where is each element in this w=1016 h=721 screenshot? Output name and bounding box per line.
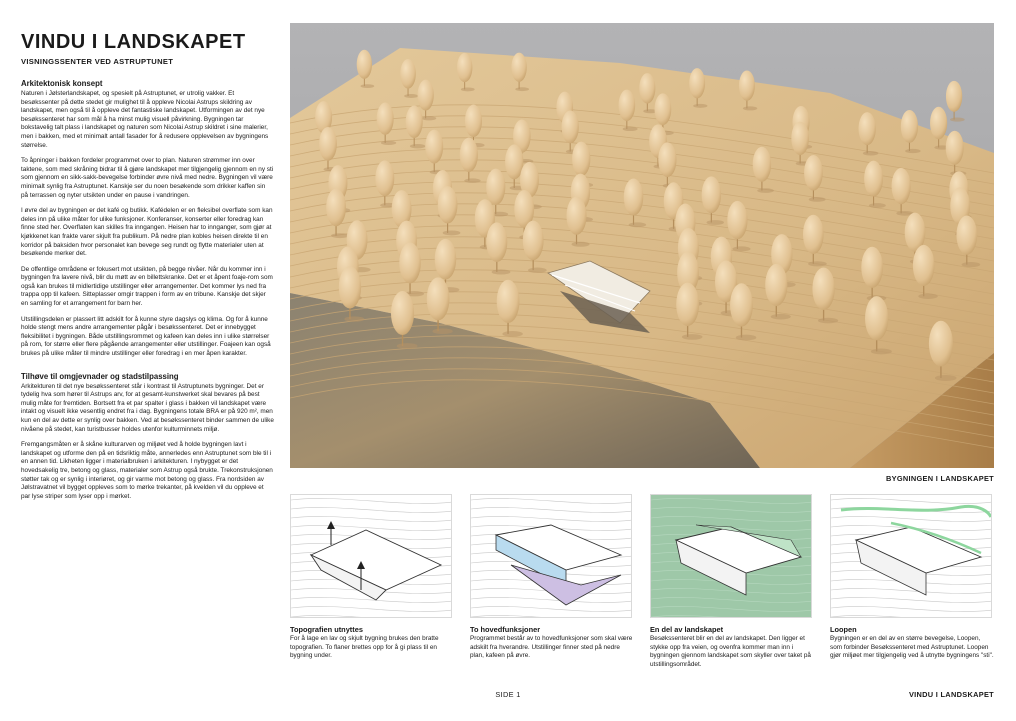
footer-brand: VINDU I LANDSKAPET (908, 690, 994, 699)
page-title: VINDU I LANDSKAPET (21, 31, 246, 53)
diagram-topography-image (291, 495, 452, 618)
diagram-loop-image (831, 495, 992, 618)
page-number: SIDE 1 (495, 690, 521, 699)
diagram-text-functions (470, 625, 634, 661)
diagram-description: Bygningen er en del av en større bevegelse, Loopen, som forbinder Besøkssenteret med Astruptunet. Loopen gjør miljøet mer tilgjengelig ved å utnytte bygningens "sti". (830, 635, 994, 660)
diagram-title: To hovedfunksjoner (470, 625, 541, 634)
landscape-model-render (290, 23, 994, 468)
paragraph: To åpninger i bakken fordeler programmet over to plan. Naturen strømmer inn over taktene, som med skråning bidrar til å gjøre landskapet mer tilgjengelig gjennom en ny sti som gjennom en sikk-sakk-bevegelse forbinder øvre nivå med nedre. Bygningen vil være minimalt synlig fra Astruptunet. Kanskje ser du noen besøkende som drikker kaffen sin på terrassen og nyter utsikten under en pause i vandringen. (21, 157, 274, 199)
section-heading-concept: Arkitektonisk konsept (21, 79, 103, 88)
landscape-model-image (290, 23, 994, 468)
diagram-landscape-part-image (651, 495, 812, 618)
section-heading-surroundings: Tilhøve til omgjevnader og stadstilpassing (21, 371, 179, 381)
diagram-title: Loopen (830, 625, 857, 634)
diagram-functions (470, 494, 632, 618)
diagram-description: Programmet består av to hovedfunksjoner som skal være adskilt fra hverandre. Utstillinger finner sted på nedre plan, kafeen på øvre. (470, 635, 633, 660)
diagram-functions-image (471, 495, 632, 618)
hero-caption: BYGNINGEN I LANDSKAPET (885, 474, 994, 483)
diagram-description: For å lage en lav og skjult bygning brukes den bratte topografien. To flaner brettes opp for å gi plass til en bygning under. (290, 635, 439, 660)
diagram-loop (830, 494, 992, 618)
paragraph: I øvre del av bygningen er det kafé og butikk. Kafédelen er en fleksibel overflate som kan deles inn på ulike måter for ulike funksjoner. Konferanser, konserter eller foredrag kan finne sted her. Overflaten kan skilles fra inngangen. Heisen har to innganger, som gjør at kjøkkenet kan frakte varer skjult fra publikum. På nedre plan kobles heisen direkte til en korridor på baksiden hvor personalet kan bevege seg rundt og flytte materialer uten at besøkende merker det. (21, 207, 273, 258)
diagram-title: Topografien utnyttes (290, 625, 363, 634)
paragraph: Naturen i Jølsterlandskapet, og spesielt på Astruptunet, er utrolig vakker. Et besøkssenter på dette stedet gir mulighet til å oppleve Nicolai Astrups skildring av landskapet, men også til å oppleve det fantastiske landskapet. Utformingen av det nye besøkssenteret har som mål å ha minst mulig visuell påvirkning. Bygningen tar bokstavelig talt plass i landskapet og naturen som Nicolai Astrup skildret i sine malerier, men i bakken, med et minimalt antall fasader for å redusere opplevelsen av bygningens størrelse. (21, 90, 269, 149)
diagram-text-landscape-part (650, 625, 814, 669)
diagram-title: En del av landskapet (650, 625, 724, 634)
paragraph: Utstillingsdelen er plassert litt adskilt for å kunne styre dagslys og klima. Og for å kunne holde stengt mens andre arrangementer pågår i besøkssenteret. Det er innebygget fleksibilitet i bygningen. Både utstillingsrommet og kafeen kan deles inn i ulike størrelser på rom, for større eller flere pågående arrangementer eller utstillinger. Foajeen kan også brukes på ulike måter til mindre utstillinger eller foredrag i en mer åpen karakter. (21, 315, 271, 358)
paragraph: Fremgangsmåten er å skåne kulturarven og miljøet ved å holde bygningen lavt i landskapet og utforme den på en tidsriktig måte, annerledes enn Astruptunet som ble til i en annen tid. Likheten ligger i materialbruken i arkitekturen. I nybygget er det hovedsakelig tre, betong og glass, materialer som Astrup også brukte. Trekonstruksjonen støtter tak og er synlig i interiøret, og gir varme mot betong og glass. Fra nordsiden av Jølstravatnet vil bygget oppleves som to mørke trekanter, på kvelden vil du oppleve et par lyse striper som lyser opp i mørket. (21, 441, 273, 500)
text-column (21, 30, 274, 501)
diagram-description: Besøkssenteret blir en del av landskapet. Den ligger et stykke opp fra veien, og ovenfra kommer man inn i bygningen gjennom landskapet som skyller over taket på utstillingsområdet. (650, 635, 811, 668)
paragraph: De offentlige områdene er fokusert mot utsikten, på begge nivåer. Når du kommer inn i bygningen fra lavere nivå, blir du møtt av en billettskranke. Det er et åpent foaje-rom som også kan brukes til midlertidige utstillinger eller arrangementer. Det kommer lys ned fra trappa opp til kafeen. Sitteplasser omgir trappen i form av en tribune. Kanskje det skjer en samling for et arrangement for barn her. (21, 265, 273, 308)
diagram-text-loop (830, 625, 994, 661)
diagram-text-topography (290, 625, 454, 661)
paragraph: Arkitekturen til det nye besøkssenteret står i kontrast til Astruptunets bygninger. Det er tydelig hva som hører til Astrups arv, for at gesamt-kunstwerket skal bevares på best mulig måte for fremtiden. Bortsett fra et par spalter i glass i bakken vil landskapet være intakt og visuelt ikke vesentlig endret fra i dag. Bygningens totale BRA er på 920 m², men kun en del av dette er synlig over bakken. Ved at besøkssenteret binder sammen de ulike nivåene på stedet, kan turistbusser holdes utenfor kulturminnets miljø. (21, 382, 274, 433)
diagram-landscape-part (650, 494, 812, 618)
page-subtitle: VISNINGSSENTER VED ASTRUPTUNET (21, 57, 174, 66)
diagram-topography (290, 494, 452, 618)
